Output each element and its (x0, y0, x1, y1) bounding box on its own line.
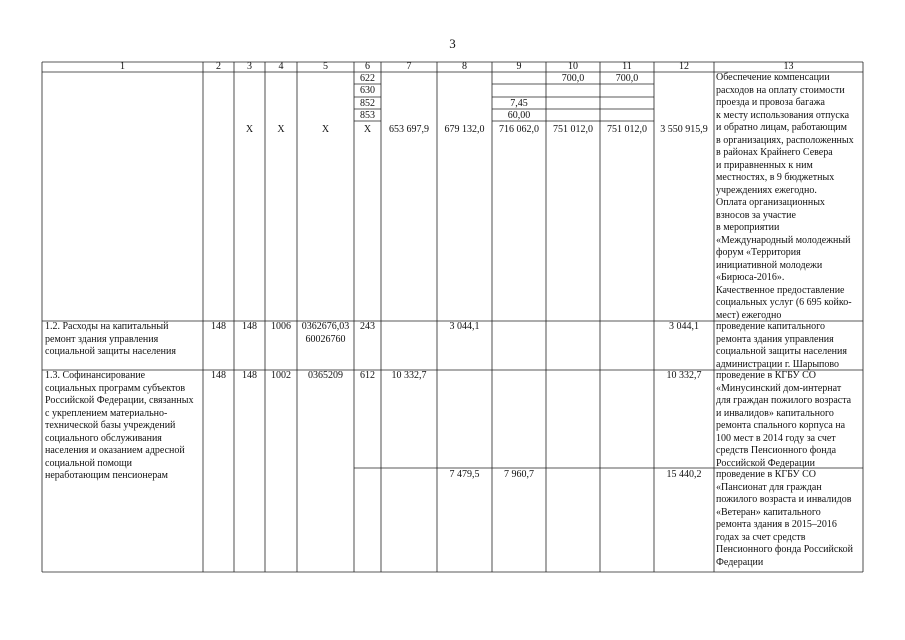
row13b-col9: 7 960,7 (504, 469, 534, 480)
header-col-6: 6 (365, 61, 370, 72)
row13b-description: проведение в КГБУ СО «Пансионат для граждан пожилого возраста и инвалидов «Ветеран» капитального ремонта здания в 2015–2016 годах за счет средств Пенсионного фонда Российской Федерации (716, 469, 853, 568)
totals-col7: 653 697,9 (389, 124, 429, 135)
totals-col5: X (321, 124, 330, 135)
row12-col2: 148 (211, 321, 226, 332)
header-col-12: 12 (679, 61, 689, 72)
totals-col6: X (363, 124, 372, 135)
row12-col12: 3 044,1 (669, 321, 699, 332)
row12-name: 1.2. Расходы на капитальный ремонт здания управления социальной защиты населения (45, 321, 176, 357)
row13-col2: 148 (211, 370, 226, 381)
header-col-10: 10 (568, 61, 578, 72)
row13-name: 1.3. Софинансирование социальных программ субъектов Российской Федерации, связанных с укреплением материально- технической базы учреждений социального обслуживания населения и оказанием адресной социальной помощи неработающим пенсионерам (45, 370, 194, 481)
row13-col4: 1002 (271, 370, 291, 381)
row12-col5: 0362676,03 60026760 (301, 321, 350, 345)
totals-col8: 679 132,0 (444, 124, 485, 135)
header-col-4: 4 (278, 61, 284, 72)
row12-col3: 148 (242, 321, 257, 332)
code-630: 630 (360, 85, 375, 96)
r853-col9: 60,00 (507, 110, 531, 121)
header-col-7: 7 (406, 61, 412, 72)
r622-col10: 700,0 (561, 73, 585, 84)
totals-col9: 716 062,0 (499, 124, 539, 135)
code-622: 622 (360, 73, 375, 84)
block1-description: Обеспечение компенсации расходов на оплату стоимости проезда и провоза багажа к месту использования отпуска и обратно лицам, работающим в организациях, расположенных в районах Крайнего Севера и приравненных к ним местностях, в 9 бюджетных учреждениях ежегодно. Оплата организационных взносов за участие в мероприятии «Международный молодежный форум «Территория инициативной молодежи «Бирюса-2016». Качественное предоставление социальных услуг (6 695 койко- мест) ежегодно (716, 72, 854, 321)
row13a-col12: 10 332,7 (666, 370, 702, 381)
totals-col12: 3 550 915,9 (660, 124, 708, 135)
row13a-description: проведение в КГБУ СО «Минусинский дом-интернат для граждан пожилого возраста и инвалидов» капитального ремонта спального корпуса на 100 мест в 2014 году за счет средств Пенсионного фонда Российской Федерации (716, 370, 852, 469)
header-col-8: 8 (462, 61, 467, 72)
row12-col4: 1006 (271, 321, 291, 332)
row13b-col8: 7 479,5 (449, 469, 480, 480)
header-col-2: 2 (216, 61, 221, 72)
row12-col8: 3 044,1 (449, 321, 480, 332)
row12-description: проведение капитального ремонта здания управления социальной защиты населения администрации г. Шарыпово (716, 321, 847, 370)
header-col-5: 5 (323, 61, 328, 72)
code-853: 853 (360, 110, 375, 121)
r622-col11: 700,0 (615, 73, 639, 84)
totals-col11: 751 012,0 (607, 124, 647, 135)
row13-col6: 612 (360, 370, 375, 381)
header-col-1: 1 (120, 61, 125, 72)
row13b-col12: 15 440,2 (666, 469, 702, 480)
header-col-9: 9 (516, 61, 522, 72)
row13-col3: 148 (242, 370, 257, 381)
row13-col5: 0365209 (308, 370, 343, 381)
code-852: 852 (360, 98, 375, 109)
header-col-11: 11 (622, 61, 632, 72)
totals-col4: X (277, 124, 285, 135)
totals-col3: X (245, 124, 254, 135)
r852-col9: 7,45 (510, 98, 528, 109)
header-col-3: 3 (247, 61, 252, 72)
header-col-13: 13 (783, 61, 794, 72)
totals-col10: 751 012,0 (553, 124, 593, 135)
row12-col6: 243 (360, 321, 375, 332)
row13a-col7: 10 332,7 (391, 370, 427, 381)
page-number: 3 (449, 36, 456, 51)
